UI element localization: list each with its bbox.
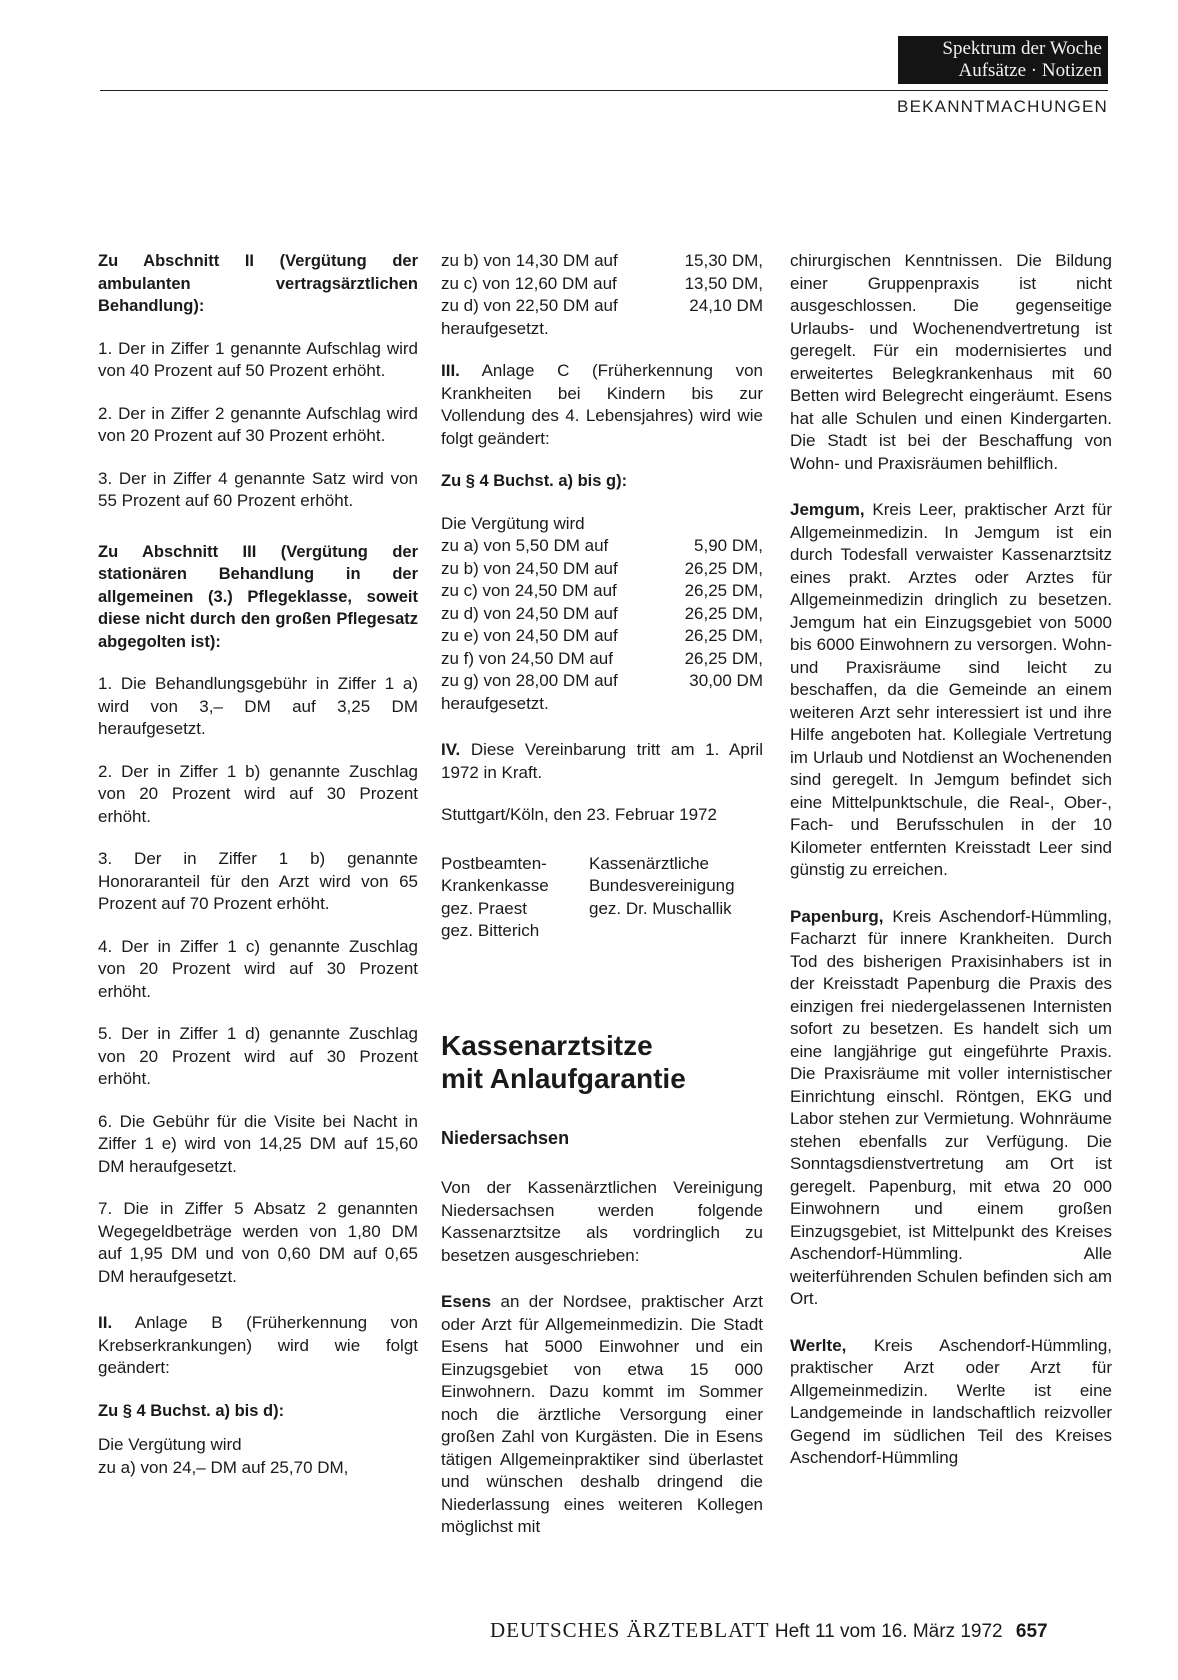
- amount-from: zu a) von 5,50 DM auf: [441, 536, 609, 555]
- paragraph: Die Vergütung wird: [98, 1435, 242, 1454]
- page-footer: [490, 1618, 1048, 1643]
- amount-from: zu b) von 14,30 DM auf: [441, 251, 618, 270]
- amount-to: 26,25 DM,: [684, 648, 763, 668]
- paragraph-anlage-b: [98, 1312, 418, 1380]
- paragraph: 2. Der in Ziffer 2 genannte Aufschlag wird von 20 Prozent auf 30 Prozent erhöht.: [98, 403, 418, 445]
- article-subtitle: Niedersachsen: [441, 1127, 570, 1148]
- listing-text: Kreis Aschendorf-Hümmling, Facharzt für innere Krankheiten. Durch Tod des bisherigen Praxisinhabers ist in der Kreisstadt Papenburg die Praxis des einzigen frei niedergelassenen Internisten sofort zu besetzen. Es handelt sich um eine langjährige gut eingeführte Praxis. Die Praxisräume mit voller internistischer Einrichtung einschl. Röntgen, EKG und Labor stehen zur Vermietung. Wohnräume stehen ebenfalls zur Verfügung. Die Sonntagsdienstvertretung am Ort ist geregelt. Papenburg, mit etwa 20 000 Einwohnern und einem großen Einzugsgebiet, ist Mittelpunkt des Kreises Aschendorf-Hümmling. Alle weiterführenden Schulen befinden sich am Ort.: [790, 906, 1112, 1308]
- journal-name: DEUTSCHES ÄRZTEBLATT: [490, 1618, 770, 1642]
- paragraph-text: Anlage C (Früherkennung von Krankheiten bei Kindern bis zur Vollendung des 4. Lebensjahres) wird wie folgt geändert:: [441, 361, 763, 448]
- heading-abschnitt-3: Zu Abschnitt III (Vergütung der stationären Behandlung in der allgemeinen (3.) Pflegeklasse, soweit diese nicht durch den großen Pflegesatz abgegolten ist):: [98, 542, 418, 651]
- paragraph-text: Anlage B (Früherkennung von Krebserkrankungen) wird wie folgt geändert:: [98, 1313, 418, 1377]
- place-name: Jemgum,: [790, 500, 865, 519]
- paragraph: 5. Der in Ziffer 1 d) genannte Zuschlag von 20 Prozent wird auf 30 Prozent erhöht.: [98, 1024, 418, 1088]
- amount-to: 30,00 DM: [689, 671, 763, 690]
- amount-to: 26,25 DM,: [684, 603, 763, 623]
- article-title: [441, 1029, 763, 1095]
- paragraph: 1. Der in Ziffer 1 genannte Aufschlag wird von 40 Prozent auf 50 Prozent erhöht.: [98, 338, 418, 380]
- roman-numeral: II.: [98, 1313, 113, 1332]
- place-name: Werlte,: [790, 1335, 847, 1355]
- signature-left: Krankenkasse: [441, 876, 549, 895]
- paragraph: 7. Die in Ziffer 5 Absatz 2 genannten Wegegeldbeträge werden von 1,80 DM auf 1,95 DM und von 0,60 DM auf 0,65 DM heraufgesetzt.: [98, 1199, 418, 1286]
- amount-from: zu c) von 24,50 DM auf: [441, 581, 617, 600]
- amount-from: zu c) von 12,60 DM auf: [441, 273, 617, 293]
- article-title-line-2: mit Anlaufgarantie: [441, 1062, 686, 1094]
- amount-to: 26,25 DM,: [684, 558, 763, 578]
- paragraph: 3. Der in Ziffer 4 genannte Satz wird von 55 Prozent auf 60 Prozent erhöht.: [98, 468, 418, 510]
- paragraph-inkrafttreten: [441, 739, 763, 784]
- signature-left: Postbeamten-: [441, 853, 547, 873]
- amount-to: 24,10 DM: [689, 296, 763, 315]
- amount-from: zu f) von 24,50 DM auf: [441, 648, 613, 668]
- column-2: [441, 250, 763, 1539]
- roman-numeral: III.: [441, 361, 460, 380]
- amount-from: zu e) von 24,50 DM auf: [441, 626, 618, 645]
- heading-abschnitt-2: Zu Abschnitt II (Vergütung der ambulanten vertragsärztlichen Behandlung):: [98, 252, 418, 315]
- paragraph-anlage-c: [441, 360, 763, 450]
- badge-line-2: Aufsätze · Notizen: [958, 60, 1102, 81]
- amount-table-1: [441, 250, 763, 318]
- signature-right: Kassenärztliche: [589, 853, 710, 873]
- heading-paragraph-4: Zu § 4 Buchst. a) bis g):: [441, 472, 628, 490]
- paragraph: Die Vergütung wird: [441, 513, 585, 533]
- paragraph-text: Diese Vereinbarung tritt am 1. April 1972 in Kraft.: [441, 740, 763, 782]
- signature-left: gez. Praest: [441, 898, 527, 918]
- amount-to: 26,25 DM,: [684, 581, 763, 600]
- column-1: [98, 250, 418, 1479]
- amount-from: zu d) von 24,50 DM auf: [441, 603, 618, 623]
- column-3: [790, 250, 1112, 1470]
- badge-line-1: Spektrum der Woche: [942, 38, 1102, 59]
- heading-paragraph-4: Zu § 4 Buchst. a) bis d):: [98, 1401, 285, 1420]
- amount-to: 13,50 DM,: [684, 273, 763, 293]
- paragraph-continued: chirurgischen Kenntnissen. Die Bildung einer Gruppenpraxis ist nicht ausgeschlossen. Die gegenseitige Urlaubs- und Wochenendvertretung ist geregelt. Für ein modernisiertes und erweitertes Belegkrankenhaus mit 60 Betten wird Belegrecht eingeräumt. Esens hat alle Schulen und einen Kindergarten. Die Stadt ist bei der Beschaffung von Wohn- und Praxisräumen behilflich.: [790, 251, 1112, 473]
- amount-to: 15,30 DM,: [684, 251, 763, 270]
- place-name: Papenburg,: [790, 906, 884, 926]
- paragraph: 6. Die Gebühr für die Visite bei Nacht in Ziffer 1 e) wird von 14,25 DM auf 15,60 DM heraufgesetzt.: [98, 1111, 418, 1176]
- paragraph-intro: Von der Kassenärztlichen Vereinigung Niedersachsen werden folgende Kassenarztsitze als vordringlich zu besetzen ausgeschrieben:: [441, 1178, 763, 1265]
- paragraph: 3. Der in Ziffer 1 b) genannte Honoraranteil für den Arzt wird von 65 Prozent auf 70 Prozent erhöht.: [98, 849, 418, 913]
- paragraph: 1. Die Behandlungsgebühr in Ziffer 1 a) wird von 3,– DM auf 3,25 DM heraufgesetzt.: [98, 674, 418, 738]
- issue-info: Heft 11 vom 16. März 1972: [774, 1621, 1003, 1642]
- signature-right: gez. Dr. Muschallik: [589, 898, 732, 918]
- paragraph: 4. Der in Ziffer 1 c) genannte Zuschlag von 20 Prozent wird auf 30 Prozent erhöht.: [98, 936, 418, 1001]
- listing-text: Kreis Aschendorf-Hümmling, praktischer Arzt oder Arzt für Allgemeinmedizin. Werlte ist eine Landgemeinde in landschaftlich reizvoller Gegend im südlichen Teil des Kreises Aschendorf-Hümmling: [790, 1335, 1112, 1467]
- section-badge: [898, 36, 1108, 84]
- article-title-line-1: Kassenarztsitze: [441, 1029, 653, 1061]
- signature-block: [441, 853, 763, 943]
- paragraph: heraufgesetzt.: [441, 693, 549, 713]
- amount-from: zu g) von 28,00 DM auf: [441, 671, 618, 690]
- paragraph: zu a) von 24,– DM auf 25,70 DM,: [98, 1457, 349, 1477]
- signature-left: gez. Bitterich: [441, 921, 540, 940]
- listing-text: Kreis Leer, praktischer Arzt für Allgemeinmedizin. In Jemgum ist ein durch Todesfall verwaister Kassenarztsitz eines prakt. Arztes oder Arztes für Allgemeinmedizin dringlich zu besetzen. Jemgum hat ein Einzugsgebiet von 5000 bis 6000 Einwohnern zu versorgen. Wohn- und Praxisräume sind leicht zu beschaffen, da die Gemeinde an einem weiteren Arzt sehr interessiert ist und ihre Hilfe angeboten hat. Kollegiale Vertretung im Urlaub und Notdienst an Wochenenden sind geregelt. In Jemgum befindet sich eine Mittelpunktschule, die Real-, Ober-, Fach- und Berufsschulen in der 10 Kilometer entfernten Kreisstadt Leer sind günstig zu erreichen.: [790, 500, 1112, 879]
- paragraph: 2. Der in Ziffer 1 b) genannte Zuschlag von 20 Prozent wird auf 30 Prozent erhöht.: [98, 761, 418, 826]
- roman-numeral: IV.: [441, 740, 461, 759]
- listing-text: an der Nordsee, praktischer Arzt oder Arzt für Allgemeinmedizin. Die Stadt Esens hat 5000 Einwohner und ein Einzugsgebiet von etwa 15 000 Einwohnern. Dazu kommt im Sommer noch die ärztliche Versorgung einer großen Zahl von Kurgästen. Die in Esens tätigen Allgemeinpraktiker sind überlastet und wünschen deshalb dringend die Niederlassung eines weiteren Kollegen möglichst mit: [441, 1292, 763, 1536]
- paragraph: heraufgesetzt.: [441, 318, 549, 338]
- header-rule: [100, 90, 1108, 91]
- amount-to: 5,90 DM,: [694, 536, 763, 555]
- place-date: Stuttgart/Köln, den 23. Februar 1972: [441, 805, 717, 824]
- section-heading: BEKANNTMACHUNGEN: [897, 97, 1108, 116]
- signature-right: [589, 920, 763, 943]
- amount-to: 26,25 DM,: [684, 626, 763, 645]
- page-number: 657: [1015, 1621, 1048, 1642]
- amount-from: zu d) von 22,50 DM auf: [441, 296, 618, 315]
- place-name: Esens: [441, 1292, 492, 1311]
- listing-papenburg: [790, 906, 1112, 1311]
- listing-jemgum: [790, 499, 1112, 882]
- amount-table-2: [441, 535, 763, 693]
- listing-esens: [441, 1291, 763, 1539]
- listing-werlte: [790, 1335, 1112, 1470]
- signature-right: Bundesvereinigung: [589, 876, 735, 895]
- amount-from: zu b) von 24,50 DM auf: [441, 558, 618, 578]
